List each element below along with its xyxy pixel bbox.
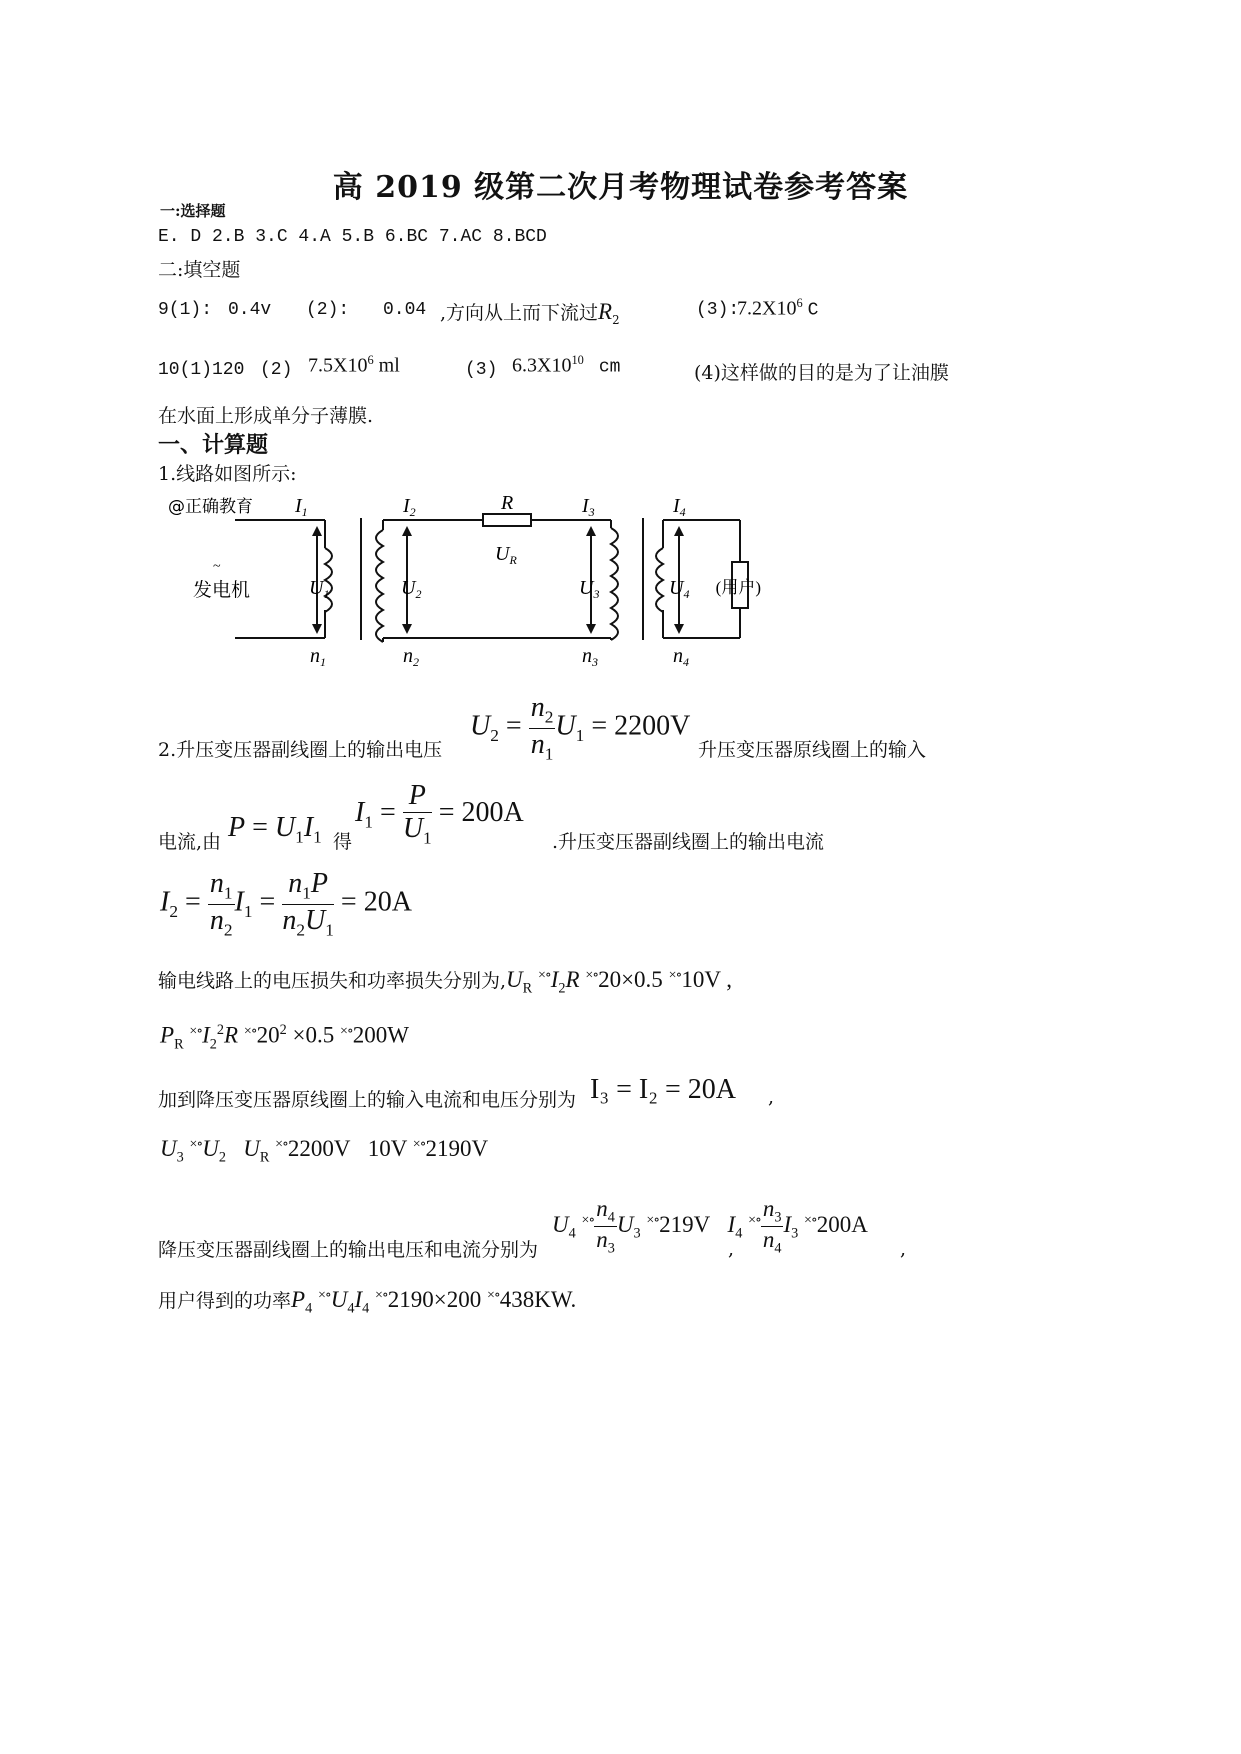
equation-i2: $I_2$ = $\frac{n_1}{n_2}$ $I_1$ = $\frac{n_1P}{n_2U_1}$ = 20A: [160, 868, 412, 940]
calc-step-1-text: 1.线路如图所示:: [158, 463, 297, 485]
equation-i1: $I_1$ = $\frac{P}{U_1}$ = 200A: [355, 780, 524, 848]
step2-text-b: 升压变压器原线圈上的输入: [698, 739, 927, 761]
section-fill-heading: 二:填空题: [158, 259, 241, 281]
label-i3: $I_3$: [582, 495, 595, 519]
label-r: R: [501, 492, 514, 514]
equation-u4-i4: $U_4$ ×∘ $\frac{n_4}{n_3}$ $U_3$ ×∘219V $I_4$ ×∘ $\frac{n_3}{n_4}$ $I_3$ ×∘200A: [552, 1196, 868, 1257]
q10-answer-2: $7.5X10^6$ ml: [308, 353, 400, 377]
generator-label: 发电机: [193, 580, 251, 601]
power-loss-equation: $P_R$ $^{\times\circ}I_2^2R$ $^{\times\circ}20^2 \times 0.5$ ×∘200W: [160, 1022, 409, 1053]
section-choice-heading: 一:选择题: [160, 202, 226, 220]
q9-direction-text: ,方向从上而下流过$R_2$: [440, 299, 620, 327]
diagram-watermark: @正确教育: [168, 497, 253, 517]
label-i1: $I_1$: [295, 495, 308, 519]
step2-text-c: 电流,由: [158, 831, 222, 853]
label-n3: $n_3$: [582, 645, 598, 669]
add-text: 加到降压变压器原线圈上的输入电流和电压分别为: [158, 1089, 577, 1111]
down-comma-1: ,: [728, 1238, 735, 1260]
q9-answer-3: $7.2X10^6$ C: [737, 296, 819, 321]
q10-answer-3: $6.3X10^{10}$ cm: [512, 353, 621, 378]
step2-text-e: .升压变压器副线圈上的输出电流: [552, 831, 825, 853]
equation-i3: I₃ = I₂ = 20A: [590, 1074, 736, 1105]
q10-part-4-text: (4)这样做的目的是为了让油膜: [694, 362, 949, 384]
down-text: 降压变压器副线圈上的输出电压和电流分别为: [158, 1239, 539, 1261]
q9-answer-1: 0.4v: [228, 300, 272, 320]
step2-text-d: 得: [333, 831, 353, 853]
equation-u2: $U_2$ = $\frac{n_2}{n_1}$ $U_1 = 2200V$: [470, 692, 691, 764]
section-calc-heading: 一、计算题: [158, 432, 269, 458]
q10-label: 10(1)120: [158, 360, 245, 380]
loss-text: 输电线路上的电压损失和功率损失分别为$,U_R$ $^{\times\circ}I_2R$ ×∘20×0.5 ×∘10V ,: [158, 967, 733, 997]
label-n1: $n_1$: [310, 645, 326, 669]
user-power-text: 用户得到的功率$P_4$ $^{\times\circ}U_4I_4$ ×∘2190×200 ×∘438KW.: [158, 1287, 577, 1317]
q9-part-2-label: (2):: [306, 300, 350, 320]
label-n4: $n_4$: [673, 645, 689, 669]
add-comma: ,: [768, 1086, 775, 1108]
label-u1: $U_1$: [309, 577, 330, 601]
step2-text-a: 2.升压变压器副线圈上的输出电压: [158, 739, 443, 761]
label-n2: $n_2$: [403, 645, 419, 669]
label-i4: $I_4$: [673, 495, 686, 519]
down-comma-2: ,: [900, 1238, 907, 1260]
page-title: 高 2019 级第二次月考物理试卷参考答案: [332, 170, 909, 205]
generator-tilde: ~: [213, 559, 221, 574]
label-u3: $U_3$: [579, 577, 600, 601]
choice-answers: E. D 2.B 3.C 4.A 5.B 6.BC 7.AC 8.BCD: [158, 227, 547, 247]
label-ur: $U_R$: [495, 543, 517, 567]
q9-part-3-label: (3):: [696, 300, 740, 320]
q9-answer-2: 0.04: [383, 300, 427, 320]
label-u2: $U_2$: [401, 577, 422, 601]
label-i2: $I_2$: [403, 495, 416, 519]
label-u4: $U_4$: [669, 577, 690, 601]
user-label: (用户): [715, 578, 761, 597]
q10-part-3-label: (3): [465, 360, 498, 380]
transmission-circuit-diagram: [165, 490, 765, 675]
equation-power: $P = U_1I_1$: [228, 812, 322, 847]
q10-part-2-label: (2): [260, 360, 293, 380]
equation-u3: $U_3$ $^{\times\circ}U_2$ $U_R$ ×∘2200V 10V ×∘2190V: [160, 1136, 489, 1166]
q9-label: 9(1):: [158, 300, 213, 320]
q10-continuation: 在水面上形成单分子薄膜.: [158, 405, 374, 427]
